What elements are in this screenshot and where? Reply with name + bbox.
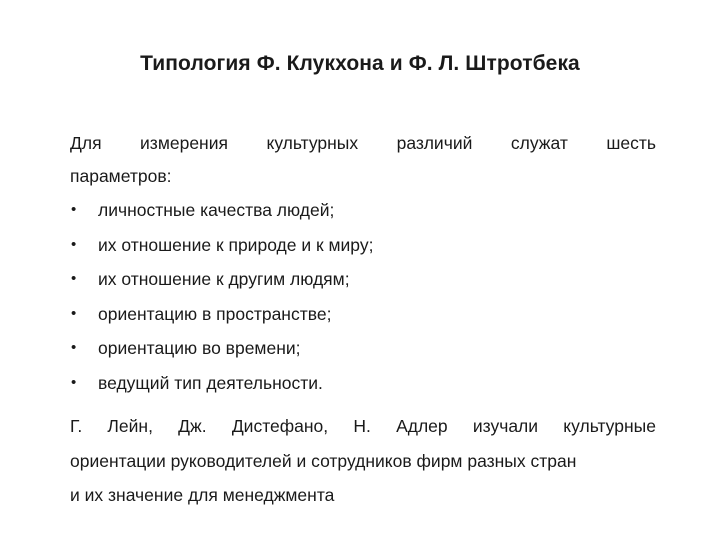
intro-word: культурных xyxy=(266,133,359,153)
list-item xyxy=(70,331,373,366)
outro-line-3: и их значение для менеджмента xyxy=(70,485,335,505)
list-item-text: личностные качества людей; xyxy=(98,200,335,220)
list-item xyxy=(70,262,373,297)
outro-word: Лейн, xyxy=(107,416,153,436)
parameter-list xyxy=(70,193,373,400)
list-item-text: их отношение к природе и к миру; xyxy=(98,234,374,255)
bullet-icon: • xyxy=(71,373,77,391)
outro-word: Адлер xyxy=(396,416,448,436)
outro-line-1 xyxy=(70,409,656,444)
bullet-icon: • xyxy=(71,235,77,253)
list-item-text: ориентацию в пространстве; xyxy=(98,303,332,324)
slide-title: Типология Ф. Клукхона и Ф. Л. Штротбека xyxy=(140,52,580,75)
list-item xyxy=(70,228,373,263)
intro-word: различий xyxy=(396,133,473,153)
intro-paragraph xyxy=(70,126,656,193)
intro-word: Для xyxy=(70,133,102,153)
bullet-icon: • xyxy=(71,304,77,322)
list-item xyxy=(70,366,373,401)
list-item-text: их отношение к другим людям; xyxy=(98,269,350,289)
bullet-icon: • xyxy=(71,201,77,218)
outro-word: изучали xyxy=(472,416,539,436)
list-item xyxy=(70,297,373,332)
outro-word: Г. xyxy=(70,416,83,436)
list-item xyxy=(70,193,373,228)
bullet-icon: • xyxy=(71,270,77,287)
outro-word: Дистефано, xyxy=(231,416,329,436)
outro-word: Дж. xyxy=(178,416,207,436)
intro-line-1 xyxy=(70,126,656,160)
outro-line-2: ориентации руководителей и сотрудников фирм разных стран xyxy=(70,450,577,471)
intro-word: шесть xyxy=(606,133,656,153)
bullet-icon: • xyxy=(71,339,77,356)
outro-paragraph xyxy=(70,409,656,513)
outro-word: культурные xyxy=(563,416,656,436)
intro-word: служат xyxy=(510,133,568,153)
outro-word: Н. xyxy=(353,416,371,436)
intro-line-2: параметров: xyxy=(70,166,172,186)
list-item-text: ведущий тип деятельности. xyxy=(98,372,323,393)
intro-word: измерения xyxy=(140,133,228,153)
list-item-text: ориентацию во времени; xyxy=(98,338,301,358)
